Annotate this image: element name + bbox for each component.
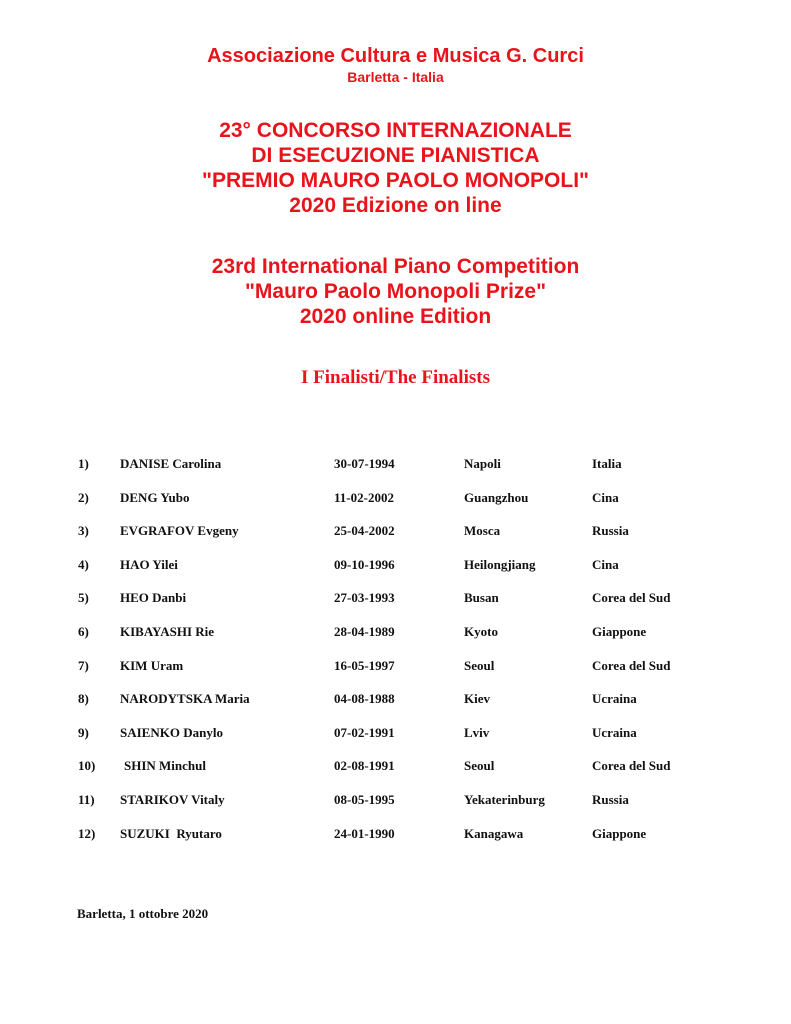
finalist-city: Kyoto bbox=[464, 623, 498, 639]
finalist-birthdate: 30-07-1994 bbox=[334, 456, 395, 471]
finalist-number: 5) bbox=[78, 590, 89, 606]
finalist-number: 10) bbox=[78, 758, 96, 774]
finalist-name: HAO Yilei bbox=[120, 556, 178, 572]
finalist-birthdate: 27-03-1993 bbox=[334, 590, 395, 606]
finalist-country: Cina bbox=[592, 556, 619, 572]
finalist-birthdate: 24-01-1990 bbox=[334, 825, 395, 841]
finalist-city: Napoli bbox=[464, 456, 501, 471]
finalist-birthdate: 25-04-2002 bbox=[334, 523, 395, 539]
finalist-city: Guangzhou bbox=[464, 489, 529, 505]
finalist-birthdate: 11-02-2002 bbox=[334, 489, 394, 505]
finalist-number: 9) bbox=[78, 724, 89, 740]
finalist-name: NARODYTSKA Maria bbox=[120, 691, 250, 707]
finalist-city: Mosca bbox=[464, 523, 501, 539]
finalist-name: KIBAYASHI Rie bbox=[120, 623, 215, 639]
finalist-row bbox=[0, 657, 791, 691]
finalist-country: Ucraina bbox=[592, 724, 637, 740]
finalist-name: HEO Danbi bbox=[120, 590, 187, 606]
finalist-row bbox=[0, 589, 791, 623]
english-title-line-3: 2020 online Edition bbox=[299, 305, 492, 328]
english-title-line-2: "Mauro Paolo Monopoli Prize" bbox=[244, 280, 547, 303]
finalist-country: Corea del Sud bbox=[592, 758, 671, 774]
finalist-number: 8) bbox=[78, 691, 89, 707]
finalist-row bbox=[0, 623, 791, 657]
finalist-name: SAIENKO Danylo bbox=[120, 724, 223, 740]
finalist-name: EVGRAFOV Evgeny bbox=[120, 523, 239, 539]
finalist-city: Heilongjiang bbox=[464, 556, 536, 572]
finalist-city: Seoul bbox=[464, 758, 495, 774]
finalist-country: Russia bbox=[592, 791, 629, 807]
finalist-city: Kanagawa bbox=[464, 825, 524, 841]
finalist-number: 4) bbox=[78, 556, 89, 572]
finalist-birthdate: 09-10-1996 bbox=[334, 556, 395, 572]
finalist-city: Lviv bbox=[464, 724, 490, 740]
finalist-birthdate: 04-08-1988 bbox=[334, 691, 395, 707]
finalist-name: SUZUKI Ryutaro bbox=[120, 825, 222, 841]
finalist-birthdate: 28-04-1989 bbox=[334, 623, 395, 639]
finalist-name: KIM Uram bbox=[120, 657, 184, 673]
finalist-country: Russia bbox=[592, 523, 629, 539]
finalist-city: Kiev bbox=[464, 691, 490, 707]
finalist-country: Giappone bbox=[592, 825, 647, 841]
finalist-birthdate: 16-05-1997 bbox=[334, 657, 395, 673]
finalist-country: Corea del Sud bbox=[592, 657, 671, 673]
finalist-row bbox=[0, 825, 791, 859]
association-name: Associazione Cultura e Musica G. Curci bbox=[207, 45, 584, 67]
finalist-row bbox=[0, 522, 791, 556]
finalist-name: SHIN Minchul bbox=[124, 758, 206, 774]
finalists-heading: I Finalisti/The Finalists bbox=[301, 367, 490, 388]
italian-title bbox=[0, 118, 791, 218]
finalist-number: 1) bbox=[78, 456, 89, 471]
finalist-row bbox=[0, 556, 791, 590]
italian-title-line-1: 23° CONCORSO INTERNAZIONALE bbox=[219, 119, 572, 142]
finalist-birthdate: 02-08-1991 bbox=[334, 758, 395, 774]
finalist-number: 6) bbox=[78, 623, 89, 639]
finalist-row bbox=[0, 489, 791, 523]
association-location: Barletta - Italia bbox=[347, 69, 444, 85]
english-title-line-1: 23rd International Piano Competition bbox=[211, 255, 580, 278]
finalist-row bbox=[0, 455, 791, 489]
finalist-number: 12) bbox=[78, 825, 96, 841]
finalist-name: STARIKOV Vitaly bbox=[120, 791, 225, 807]
finalist-city: Seoul bbox=[464, 657, 495, 673]
finalist-city: Yekaterinburg bbox=[464, 791, 545, 807]
finalist-name: DANISE Carolina bbox=[120, 456, 222, 471]
finalist-number: 3) bbox=[78, 523, 89, 539]
finalist-row bbox=[0, 791, 791, 825]
place-and-date: Barletta, 1 ottobre 2020 bbox=[77, 906, 209, 921]
finalist-number: 7) bbox=[78, 657, 89, 673]
finalist-country: Ucraina bbox=[592, 691, 637, 707]
finalist-row bbox=[0, 690, 791, 724]
finalist-row bbox=[0, 757, 791, 791]
finalist-birthdate: 07-02-1991 bbox=[334, 724, 395, 740]
finalist-city: Busan bbox=[464, 590, 499, 606]
finalist-country: Italia bbox=[592, 456, 622, 471]
finalist-number: 11) bbox=[78, 791, 95, 807]
finalist-country: Corea del Sud bbox=[592, 590, 671, 606]
finalist-row bbox=[0, 724, 791, 758]
italian-title-line-3: "PREMIO MAURO PAOLO MONOPOLI" bbox=[201, 169, 590, 192]
finalist-country: Giappone bbox=[592, 623, 647, 639]
english-title bbox=[0, 254, 791, 329]
finalist-number: 2) bbox=[78, 489, 89, 505]
finalist-name: DENG Yubo bbox=[120, 489, 190, 505]
italian-title-line-4: 2020 Edizione on line bbox=[289, 194, 502, 217]
finalist-birthdate: 08-05-1995 bbox=[334, 791, 395, 807]
finalist-country: Cina bbox=[592, 489, 619, 505]
italian-title-line-2: DI ESECUZIONE PIANISTICA bbox=[251, 144, 540, 167]
finalists-table bbox=[0, 455, 791, 858]
